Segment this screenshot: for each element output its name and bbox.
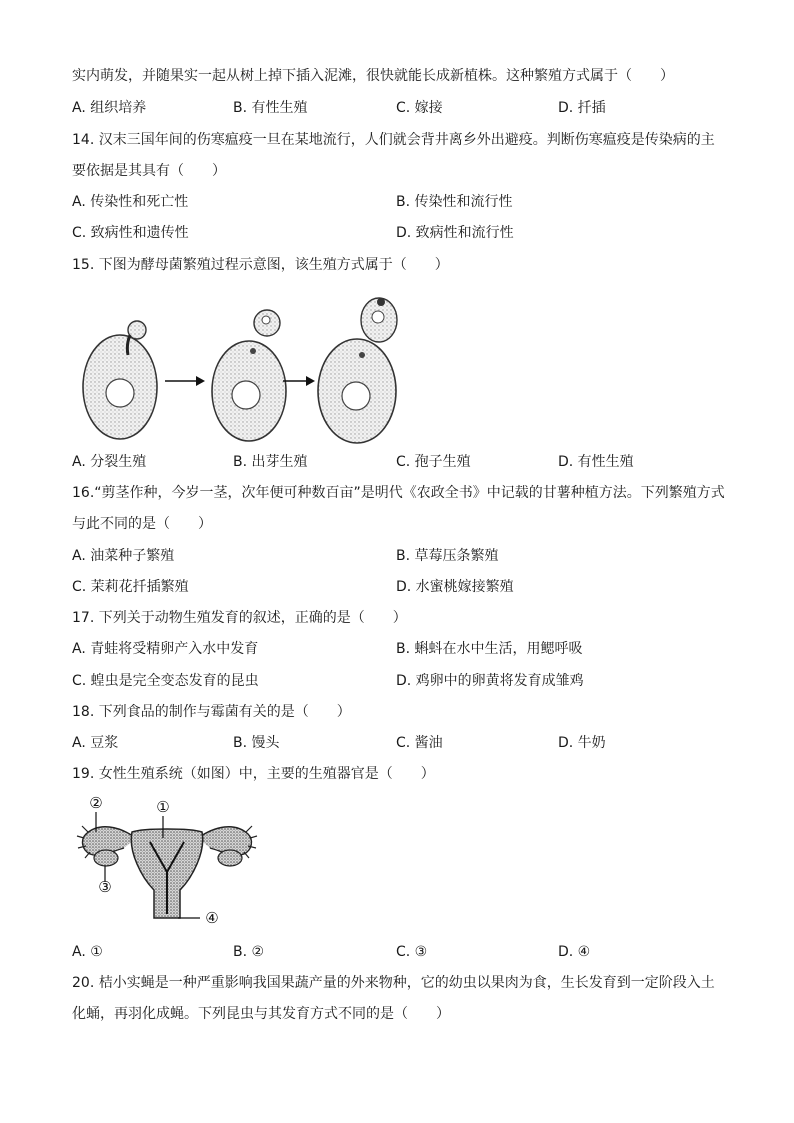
q17-stem: 17. 下列关于动物生殖发育的叙述，正确的是（ ） (72, 610, 407, 626)
q16-option-d[interactable]: D. 水蜜桃嫁接繁殖 (396, 579, 514, 595)
q20-stem: 20. 桔小实蝇是一种严重影响我国果蔬产量的外来物种，它的幼虫以果肉为食，生长发育到一定阶段入土 (72, 975, 715, 991)
q19-stem: 19. 女性生殖系统（如图）中，主要的生殖器官是（ ） (72, 766, 435, 782)
q14-stem: 14. 汉末三国年间的伤寒瘟疫一旦在某地流行，人们就会背井离乡外出避疫。判断伤寒瘟疫是传染病的主 (72, 132, 715, 148)
q14-option-b[interactable]: B. 传染性和流行性 (396, 194, 513, 210)
q13-option-d[interactable]: D. 扦插 (558, 100, 606, 116)
label-2: ② (89, 794, 103, 812)
q18-stem: 18. 下列食品的制作与霉菌有关的是（ ） (72, 704, 351, 720)
q16-option-b[interactable]: B. 草莓压条繁殖 (396, 548, 499, 564)
q19-option-d[interactable]: D. ④ (558, 944, 591, 960)
q17-option-d[interactable]: D. 鸡卵中的卵黄将发育成雏鸡 (396, 673, 584, 689)
q19-option-a[interactable]: A. ① (72, 944, 103, 960)
q16-stem: 16.“剪茎作种，今岁一茎，次年便可种数百亩”是明代《农政全书》中记载的甘薯种植方法。下列繁殖方式 (72, 485, 725, 501)
q15-option-c[interactable]: C. 孢子生殖 (396, 454, 471, 470)
q17-option-b[interactable]: B. 蝌蚪在水中生活，用鳃呼吸 (396, 641, 583, 657)
q15-option-d[interactable]: D. 有性生殖 (558, 454, 634, 470)
q14-option-d[interactable]: D. 致病性和流行性 (396, 225, 514, 241)
q19-option-c[interactable]: C. ③ (396, 944, 428, 960)
q13-stem-continued: 实内萌发，并随果实一起从树上掉下插入泥滩，很快就能长成新植株。这种繁殖方式属于（ ） (72, 68, 674, 84)
yeast-cell-stage-2 (212, 310, 286, 441)
yeast-cell-stage-1 (83, 321, 157, 439)
q16-stem-line2: 与此不同的是（ ） (72, 516, 212, 532)
q16-option-a[interactable]: A. 油菜种子繁殖 (72, 548, 175, 564)
q17-option-a[interactable]: A. 青蛙将受精卵产入水中发育 (72, 641, 259, 657)
q20-stem-line2: 化蛹，再羽化成蝇。下列昆虫与其发育方式不同的是（ ） (72, 1006, 450, 1022)
q14-option-c[interactable]: C. 致病性和遗传性 (72, 225, 189, 241)
q14-option-a[interactable]: A. 传染性和死亡性 (72, 194, 189, 210)
q18-option-b[interactable]: B. 馒头 (233, 735, 280, 751)
q14-stem-line2: 要依据是其具有（ ） (72, 163, 226, 179)
label-4: ④ (205, 909, 219, 927)
q13-option-b[interactable]: B. 有性生殖 (233, 100, 308, 116)
q18-option-d[interactable]: D. 牛奶 (558, 735, 606, 751)
q16-option-c[interactable]: C. 茉莉花扦插繁殖 (72, 579, 189, 595)
arrow-icon (283, 376, 315, 386)
label-3: ③ (98, 878, 112, 896)
q15-stem: 15. 下图为酵母菌繁殖过程示意图，该生殖方式属于（ ） (72, 257, 449, 273)
arrow-icon (165, 376, 205, 386)
q15-option-a[interactable]: A. 分裂生殖 (72, 454, 147, 470)
yeast-cell-stage-3 (318, 298, 397, 443)
label-1: ① (156, 798, 170, 816)
q18-option-c[interactable]: C. 酱油 (396, 735, 443, 751)
q18-option-a[interactable]: A. 豆浆 (72, 735, 119, 751)
q19-option-b[interactable]: B. ② (233, 944, 265, 960)
female-reproductive-system-figure (74, 792, 264, 932)
q13-option-a[interactable]: A. 组织培养 (72, 100, 147, 116)
yeast-budding-figure (74, 285, 414, 445)
q17-option-c[interactable]: C. 蝗虫是完全变态发育的昆虫 (72, 673, 259, 689)
q15-option-b[interactable]: B. 出芽生殖 (233, 454, 308, 470)
q13-option-c[interactable]: C. 嫁接 (396, 100, 443, 116)
